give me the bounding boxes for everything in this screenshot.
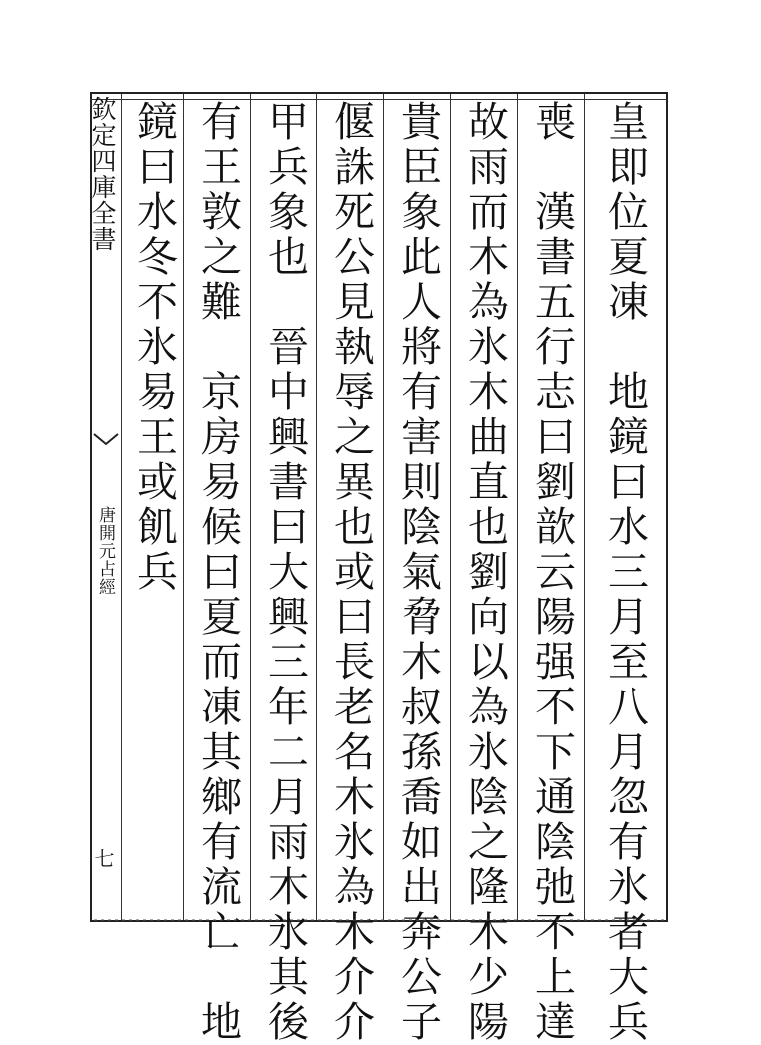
column-text: 偃誅死公見執辱之異也或曰長老名木氷為木介介 bbox=[327, 100, 375, 1045]
book-title: 唐開元占經 bbox=[95, 506, 115, 596]
column-divider bbox=[316, 94, 317, 920]
column-text: 皇即位夏凍 地鏡曰水三月至八月忽有氷者大兵 bbox=[601, 100, 649, 1045]
column-text: 貴臣象此人將有害則陰氣脅木叔孫喬如出奔公子 bbox=[394, 100, 442, 1045]
collection-title: 欽定四庫全書 bbox=[88, 96, 117, 252]
column-text: 有王敦之難 京房易候曰夏而凍其鄉有流亡 地 bbox=[194, 100, 242, 1045]
text-column-2 bbox=[521, 100, 583, 1045]
column-divider bbox=[517, 94, 518, 920]
fish-tail-ornament-icon bbox=[92, 432, 120, 448]
text-column-8 bbox=[123, 100, 185, 595]
column-text: 喪 漢書五行志曰劉歆云陽强不下通陰弛不上達 bbox=[528, 100, 576, 1045]
text-column-1 bbox=[594, 100, 656, 1045]
column-divider bbox=[121, 94, 122, 920]
column-text: 甲兵象也 晉中興書曰大興三年二月雨木氷其後 bbox=[261, 100, 309, 1045]
column-divider bbox=[383, 94, 384, 920]
text-column-5 bbox=[320, 100, 382, 1045]
column-divider bbox=[584, 94, 585, 920]
text-column-7 bbox=[187, 100, 249, 1045]
bottom-rule-speckle bbox=[94, 916, 664, 926]
column-text: 鏡曰水冬不氷易王或飢兵 bbox=[130, 100, 178, 595]
column-text: 故雨而木為氷木曲直也劉向以為氷陰之隆木少陽 bbox=[461, 100, 509, 1045]
column-divider bbox=[450, 94, 451, 920]
page-number: 七 bbox=[91, 848, 115, 868]
margin-column bbox=[88, 96, 120, 920]
text-column-4 bbox=[387, 100, 449, 1045]
text-column-6 bbox=[254, 100, 316, 1045]
text-column-3 bbox=[454, 100, 516, 1045]
column-divider bbox=[250, 94, 251, 920]
